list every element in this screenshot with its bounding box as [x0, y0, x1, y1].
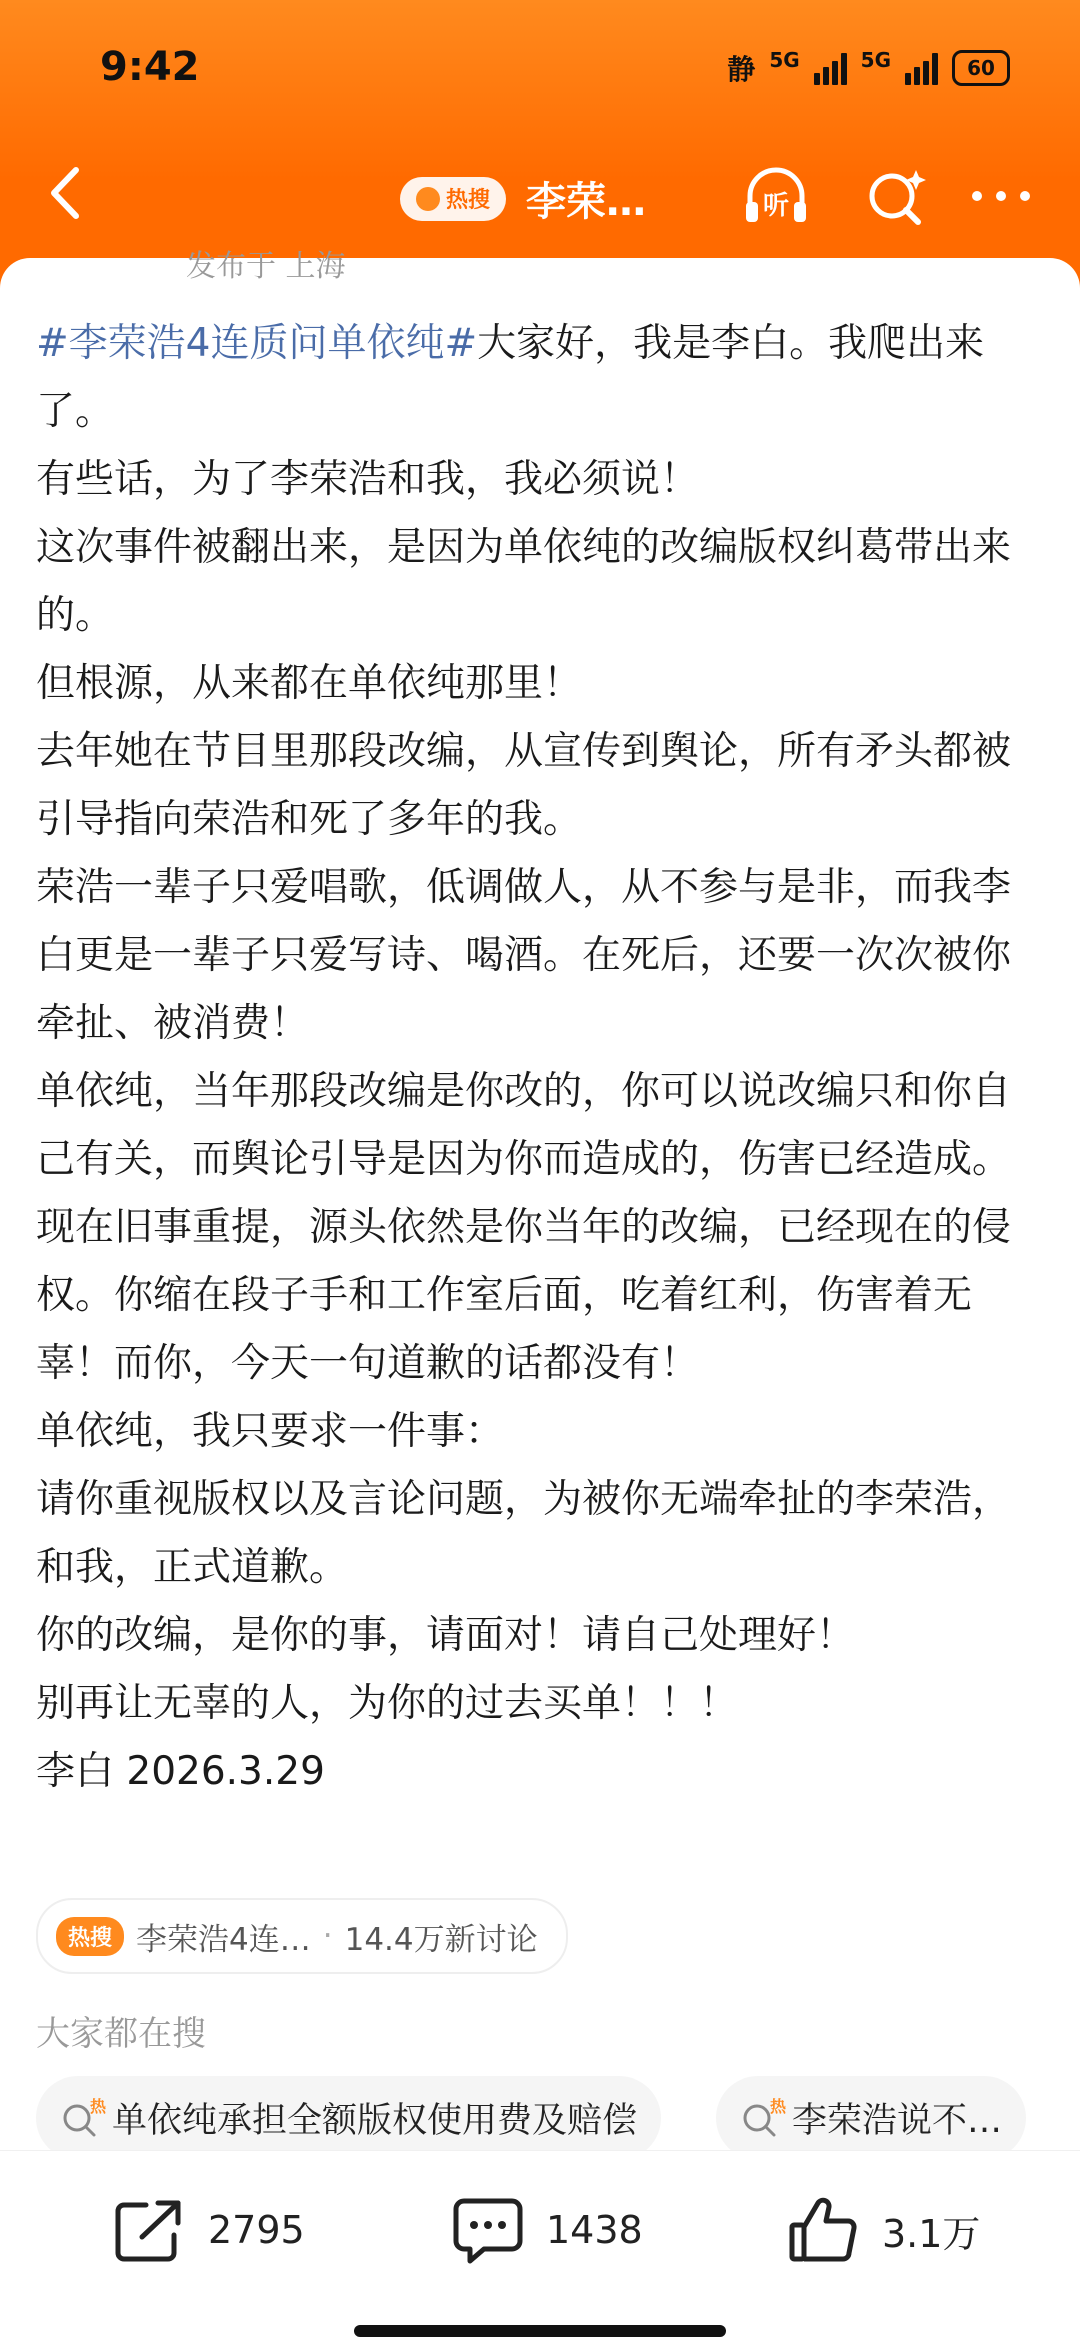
suggestion-text: 李荣浩说不… — [792, 2101, 1003, 2141]
chevron-left-icon — [40, 158, 100, 228]
share-icon — [112, 2195, 188, 2265]
hot-search-icon — [740, 2097, 787, 2138]
posted-location: 发布于 上海 — [186, 249, 346, 284]
comment-icon — [450, 2195, 526, 2265]
comment-button[interactable] — [450, 2195, 643, 2265]
quiet-mode-icon: 静 — [727, 53, 756, 86]
suggestion-item[interactable] — [716, 2076, 1026, 2160]
topic-chip[interactable] — [36, 1898, 568, 1974]
signal-icon — [814, 51, 847, 85]
suggestion-item[interactable] — [36, 2076, 661, 2160]
sparkle-search-icon — [860, 164, 932, 228]
post-body — [36, 310, 1048, 1806]
status-time: 9:42 — [100, 44, 200, 90]
battery-icon: 60 — [952, 50, 1010, 86]
title-area[interactable] — [400, 170, 646, 227]
svg-text:听: 听 — [762, 191, 790, 221]
suggestion-text: 单依纯承担全额版权使用费及赔偿 — [112, 2101, 638, 2141]
post-card — [0, 249, 1080, 2158]
status-bar — [0, 44, 1080, 104]
post-text: 大家好，我是李白。我爬出来了。 有些话，为了李荣浩和我，我必须说！ 这次事件被翻出来，是因为单依纯的改编版权纠葛带出来的。 但根源，从来都在单依纯那里！ 去年她在节目里那段改编，从宣传到舆论，所有矛头都被引导指向荣浩和死了多年的我。 荣浩一辈子只爱唱歌，低调做人，从不参与是非，而我李白更是一辈子只爱写诗、喝酒。在死后，还要一次次被你牵扯、被消费！ 单依纯，当年那段改编是你改的，你可以说改编只和你自己有关，而舆论引导是因为你而造成的，伤害已经造成。现在旧事重提，源头依然是你当年的改编，已经现在的侵权。你缩在段子手和工作室后面，吃着红利，伤害着无辜！而你，今天一句道歉的话都没有！ 单依纯，我只要求一件事： 请你重视版权以及言论问题，为被你无端牵扯的李荣浩，和我，正式道歉。 你的改编，是你的事，请面对！请自己处理好！ 别再让无辜的人，为你的过去买单！！！ 李白 2026.3.29 — [36, 321, 1012, 1794]
signal-icon-2 — [905, 51, 938, 85]
status-icons — [727, 48, 1010, 88]
svg-text:热: 热 — [90, 2097, 107, 2116]
action-bar — [0, 2150, 1080, 2352]
hot-badge: 热搜 — [56, 1917, 124, 1956]
hot-badge-text: 热搜 — [445, 188, 490, 213]
like-count: 3.1万 — [882, 2211, 981, 2256]
topic-separator: · — [322, 1918, 333, 1954]
search-icon — [416, 187, 440, 211]
page-title: 李荣… — [526, 179, 646, 225]
like-button[interactable] — [786, 2195, 980, 2265]
thumbs-up-icon — [786, 2195, 862, 2265]
svg-text:热: 热 — [770, 2097, 787, 2116]
signal-label-2: 5G — [860, 48, 891, 72]
comment-count: 1438 — [546, 2208, 643, 2252]
hot-search-badge — [400, 177, 506, 221]
hot-search-icon — [60, 2097, 107, 2138]
more-button[interactable] — [965, 164, 1037, 228]
share-button[interactable] — [112, 2195, 305, 2265]
home-indicator[interactable] — [354, 2325, 726, 2337]
topic-count: 14.4万新讨论 — [344, 1921, 538, 1958]
topic-name: 李荣浩4连… — [136, 1921, 311, 1958]
headphones-icon — [740, 164, 812, 228]
trending-search-label: 大家都在搜 — [36, 2014, 206, 2054]
top-nav — [0, 150, 1080, 240]
share-count: 2795 — [208, 2208, 305, 2252]
header — [0, 0, 1080, 300]
listen-button[interactable] — [740, 164, 812, 228]
signal-label-1: 5G — [769, 48, 800, 72]
more-dots-icon — [965, 164, 1037, 228]
back-button[interactable] — [40, 158, 100, 228]
ai-search-button[interactable] — [860, 164, 932, 228]
hashtag-link[interactable]: #李荣浩4连质问单依纯# — [36, 321, 478, 366]
